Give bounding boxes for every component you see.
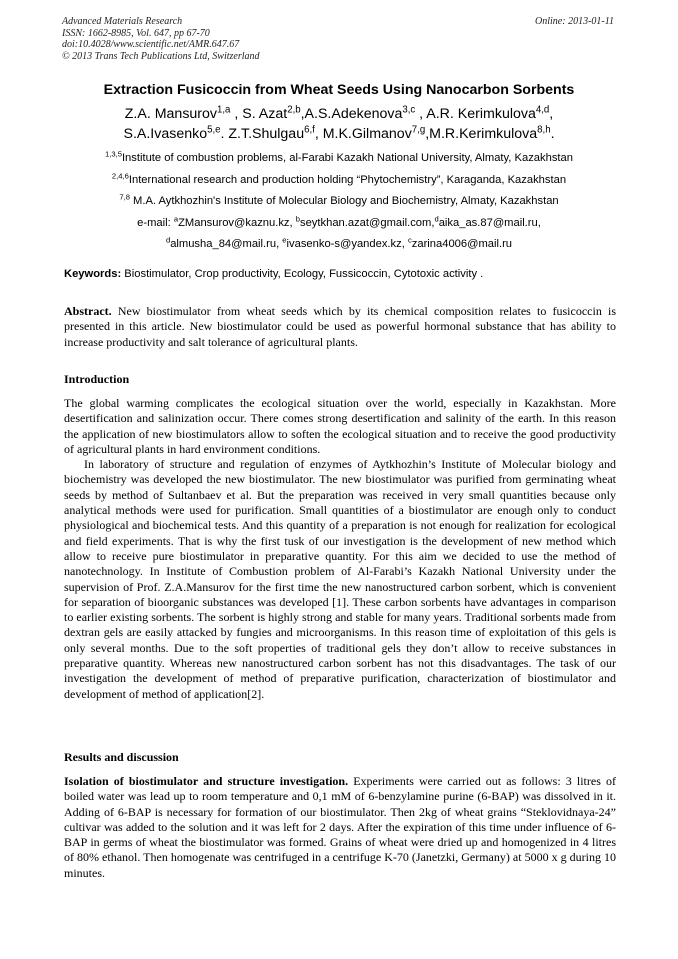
affiliation-2 [40,170,638,192]
abstract-label: Abstract. [64,304,112,318]
author-name: , M.K.Gilmanov [314,126,412,142]
keywords-text: Biostimulator, Crop productivity, Ecology, Fussicoccin, Cytotoxic activity . [121,268,484,280]
author-line-1 [40,104,638,124]
affil-text: Institute of combustion problems, al-Farabi Kazakh National University, Almaty, Kazakhstan [121,152,573,164]
email-index: e [282,235,287,245]
author-affil: 4,d [535,104,550,116]
journal-name: Advanced Materials Research [62,16,183,27]
journal-copyright: © 2013 Trans Tech Publications Ltd, Switzerland [62,50,260,62]
author-affil: 8,h [537,124,551,136]
subsection-label: Isolation of biostimulator and structure investigation. [64,774,349,788]
introduction-body [64,396,616,702]
author-name: Z.A. Mansurov [124,106,218,122]
online-date: Online: 2013-01-11 [535,16,614,27]
section-heading-results: Results and discussion [64,750,179,764]
author-sep: , [549,106,554,122]
author-affil: 5,e [207,124,221,136]
affil-text: M.A. Aytkhozhin's Institute of Molecular Biology and Biochemistry, Almaty, Kazakhstan [129,195,559,207]
results-body [64,774,616,881]
paragraph: In laboratory of structure and regulation of enzymes of Aytkhozhin’s Institute of Molecular biology and biochemistry was developed the new biostimulator. The new biostimulator was purified from germinating wheat seeds by method of Sultanbaev et al. But the preparation was received in very small quantities because only analytical methods were used for purification. Small quantities of a biostimulator are enough only to conduct physiological and biochemical tests. And this quantity of a preparation is not enough for realization for ecological and field experiments. That is why the first tusk of our investigation is the development of new method which allow to receive pure biostimulator in preparative quantity. For this aim we decided to use the method of nanotechnology. In Institute of Combustion problem of Al-Farabi’s Kazakh National University under the supervision of Prof. Z.A.Mansurov for the first time the new nanostructured carbon sorbent, which is convenient for separation of bioorganic substances was developed [1]. These carbon sorbents have advantages in comparison to earlier existing sorbents. The sorbent is highly strong and stable for many years. Traditional sorbents made from dextran gels are easily attacked by fungies and microorganisms. In this reason time of exploitation of this gels is only several months. Due to the soft properties of traditional gels they don’t allow to receive substances in preparative quantity. Whereas new nanostructured carbon sorbent has not this disadvantages. The task of our investigation the development of method of preparative purification, characterization of biostimulator and development of method of application[2]. [64,457,616,701]
paragraph: The global warming complicates the ecological situation over the world, especially in Kazakhstan. More desertification and salinization occur. There comes strong desertification and salinity of the earth. In this reason the application of new biostimulators allow to soften the ecological situation and to receive the good productivity of agricultural plants in hard environment conditions. [64,396,616,456]
author-name: . Z.T.Shulgau [220,126,305,142]
abstract [64,304,616,350]
section-heading-introduction: Introduction [64,372,130,386]
journal-issn: ISSN: 1662-8985, Vol. 647, pp 67-70 [62,27,210,39]
author-name: , S. Azat [230,106,288,122]
email-index: b [295,213,300,223]
affil-text: International research and production holding “Phytochemistry”, Karaganda, Kazakhstan [128,173,567,186]
author-affil: 3,c [402,104,416,116]
author-name: ,A.S.Adekenova [300,106,403,122]
affil-index: 7,8 [119,192,130,202]
email-line-2 [40,234,638,256]
email-index: d [434,213,439,223]
keywords-label: Keywords: [64,268,122,280]
email-link[interactable]: aika_as.87@mail.ru, [438,216,541,229]
author-line-2 [40,124,638,144]
author-name: , A.R. Kerimkulova [415,106,536,122]
journal-doi: doi:10.4028/www.scientific.net/AMR.647.67 [62,39,240,50]
affil-index: 1,3,5 [105,149,122,159]
author-affil: 6,f [304,124,315,136]
author-name: ,M.R.Kerimkulova [425,126,538,142]
email-prefix: e-mail: [137,216,174,229]
email-link[interactable]: zarina4006@mail.ru [411,238,513,250]
email-link[interactable]: ivasenko-s@yandex.kz, [286,238,408,250]
affiliation-list [40,148,638,256]
author-affil: 2,b [287,104,301,116]
abstract-text: New biostimulator from wheat seeds which by its chemical composition relates to fusicoccin is presented in this article. New biostimulator could be used as powerful hormonal substance that has ability to increase productivity and salt tolerance of agricultural plants. [64,304,616,349]
email-link[interactable]: seytkhan.azat@gmail.com, [299,216,435,229]
email-index: c [407,235,412,245]
email-line-1 [40,213,638,235]
paper-title: Extraction Fusicoccin from Wheat Seeds Using Nanocarbon Sorbents [103,82,575,98]
journal-header [62,16,614,62]
affiliation-3 [40,191,638,213]
email-index: a [173,213,179,223]
author-list [40,104,638,144]
keywords [64,268,616,280]
author-sep: . [550,126,555,142]
email-index: d [165,235,171,245]
author-affil: 7,g [411,124,426,136]
affil-index: 2,4,6 [111,170,129,180]
email-link[interactable]: almusha_84@mail.ru, [170,238,283,250]
email-link[interactable]: ZMansurov@kaznu.kz, [178,216,296,229]
author-name: S.A.Ivasenko [123,126,208,142]
author-affil: 1,a [217,104,231,116]
affiliation-1 [40,148,638,170]
paragraph-text: Experiments were carried out as follows: 3 litres of boiled water was lead up to room temperature and 0,1 mM of 6-benzylamine purine (6-BAP) was dissolved in it. Adding of 6-BAP is necessary for formation of our biostimulator. Then 2kg of wheat grains “Steklovidnaya-24” cultivar was added to the solution and it was left for 2 days. After the expiration of this time under influence of 6-BAP in germs of wheat the biostimulator was formed. Grains of wheat were dried up and homogenized in 4 litres of 80% ethanol. Then homogenate was centrifuged in a centrifuge K-70 (Janetzki, Germany) at 5000 x g during 10 minutes. [64,774,616,880]
paragraph [64,774,616,881]
